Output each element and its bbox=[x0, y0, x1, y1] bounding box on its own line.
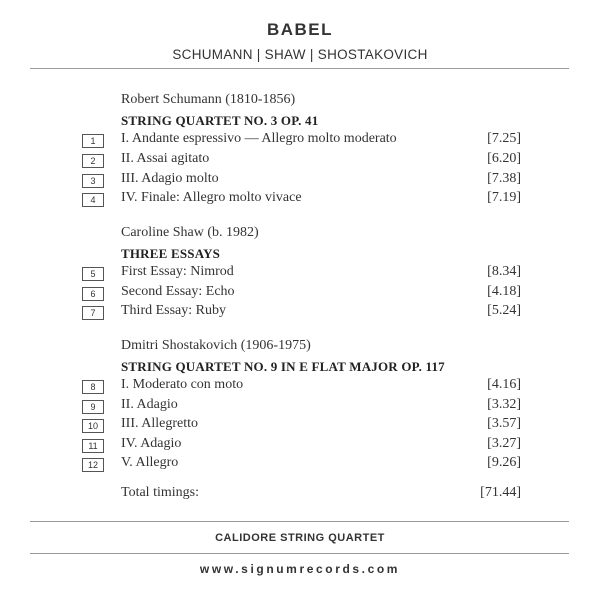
track-row bbox=[0, 284, 600, 304]
footer-divider bbox=[30, 521, 569, 522]
track-number: 11 bbox=[82, 439, 104, 453]
track-duration: [9.26] bbox=[487, 455, 521, 470]
track-title: Third Essay: Ruby bbox=[121, 303, 226, 318]
track-number: 1 bbox=[82, 134, 104, 148]
track-number: 9 bbox=[82, 400, 104, 414]
track-row bbox=[0, 436, 600, 456]
composer-name: Caroline Shaw (b. 1982) bbox=[121, 225, 259, 240]
track-title: IV. Adagio bbox=[121, 436, 182, 451]
composers-line: SCHUMANN | SHAW | SHOSTAKOVICH bbox=[172, 47, 428, 62]
track-title: V. Allegro bbox=[121, 455, 179, 470]
track-title: I. Moderato con moto bbox=[121, 377, 244, 392]
track-duration: [3.32] bbox=[487, 397, 521, 412]
track-duration: [7.38] bbox=[487, 171, 521, 186]
total-timings bbox=[0, 485, 600, 505]
track-row bbox=[0, 131, 600, 151]
track-title: I. Andante espressivo — Allegro molto moderato bbox=[121, 131, 397, 146]
track-title: II. Assai agitato bbox=[121, 151, 210, 166]
track-row bbox=[0, 377, 600, 397]
track-duration: [6.20] bbox=[487, 151, 521, 166]
track-duration: [3.27] bbox=[487, 436, 521, 451]
track-row bbox=[0, 455, 600, 475]
track-number: 5 bbox=[82, 267, 104, 281]
track-row bbox=[0, 264, 600, 284]
composer-name: Dmitri Shostakovich (1906-1975) bbox=[121, 338, 311, 353]
track-number: 12 bbox=[82, 458, 104, 472]
track-number: 7 bbox=[82, 306, 104, 320]
track-number: 6 bbox=[82, 287, 104, 301]
track-title: III. Adagio molto bbox=[121, 171, 219, 186]
track-title: First Essay: Nimrod bbox=[121, 264, 234, 279]
track-row bbox=[0, 303, 600, 323]
track-duration: [4.16] bbox=[487, 377, 521, 392]
album-title: BABEL bbox=[266, 20, 334, 39]
track-title: IV. Finale: Allegro molto vivace bbox=[121, 190, 302, 205]
composer-name: Robert Schumann (1810-1856) bbox=[121, 92, 296, 107]
bottom-divider bbox=[30, 553, 569, 554]
total-label: Total timings: bbox=[121, 485, 199, 500]
track-number: 4 bbox=[82, 193, 104, 207]
work-title: STRING QUARTET NO. 3 OP. 41 bbox=[121, 113, 319, 128]
track-number: 3 bbox=[82, 174, 104, 188]
track-title: Second Essay: Echo bbox=[121, 284, 235, 299]
track-row bbox=[0, 190, 600, 210]
track-number: 2 bbox=[82, 154, 104, 168]
track-row bbox=[0, 151, 600, 171]
track-row bbox=[0, 397, 600, 417]
track-number: 10 bbox=[82, 419, 104, 433]
track-duration: [7.25] bbox=[487, 131, 521, 146]
track-number: 8 bbox=[82, 380, 104, 394]
track-title: II. Adagio bbox=[121, 397, 178, 412]
track-row bbox=[0, 416, 600, 436]
track-duration: [5.24] bbox=[487, 303, 521, 318]
work-title: STRING QUARTET NO. 9 IN E FLAT MAJOR OP. 117 bbox=[121, 359, 445, 374]
performer-name: CALIDORE STRING QUARTET bbox=[215, 532, 385, 544]
track-title: III. Allegretto bbox=[121, 416, 198, 431]
website-url: www.signumrecords.com bbox=[199, 562, 401, 576]
top-divider bbox=[30, 68, 569, 69]
track-duration: [7.19] bbox=[487, 190, 521, 205]
work-title: THREE ESSAYS bbox=[121, 246, 221, 261]
track-row bbox=[0, 171, 600, 191]
track-duration: [4.18] bbox=[487, 284, 521, 299]
album-header bbox=[0, 0, 600, 68]
total-duration: [71.44] bbox=[480, 485, 521, 500]
track-duration: [3.57] bbox=[487, 416, 521, 431]
track-duration: [8.34] bbox=[487, 264, 521, 279]
